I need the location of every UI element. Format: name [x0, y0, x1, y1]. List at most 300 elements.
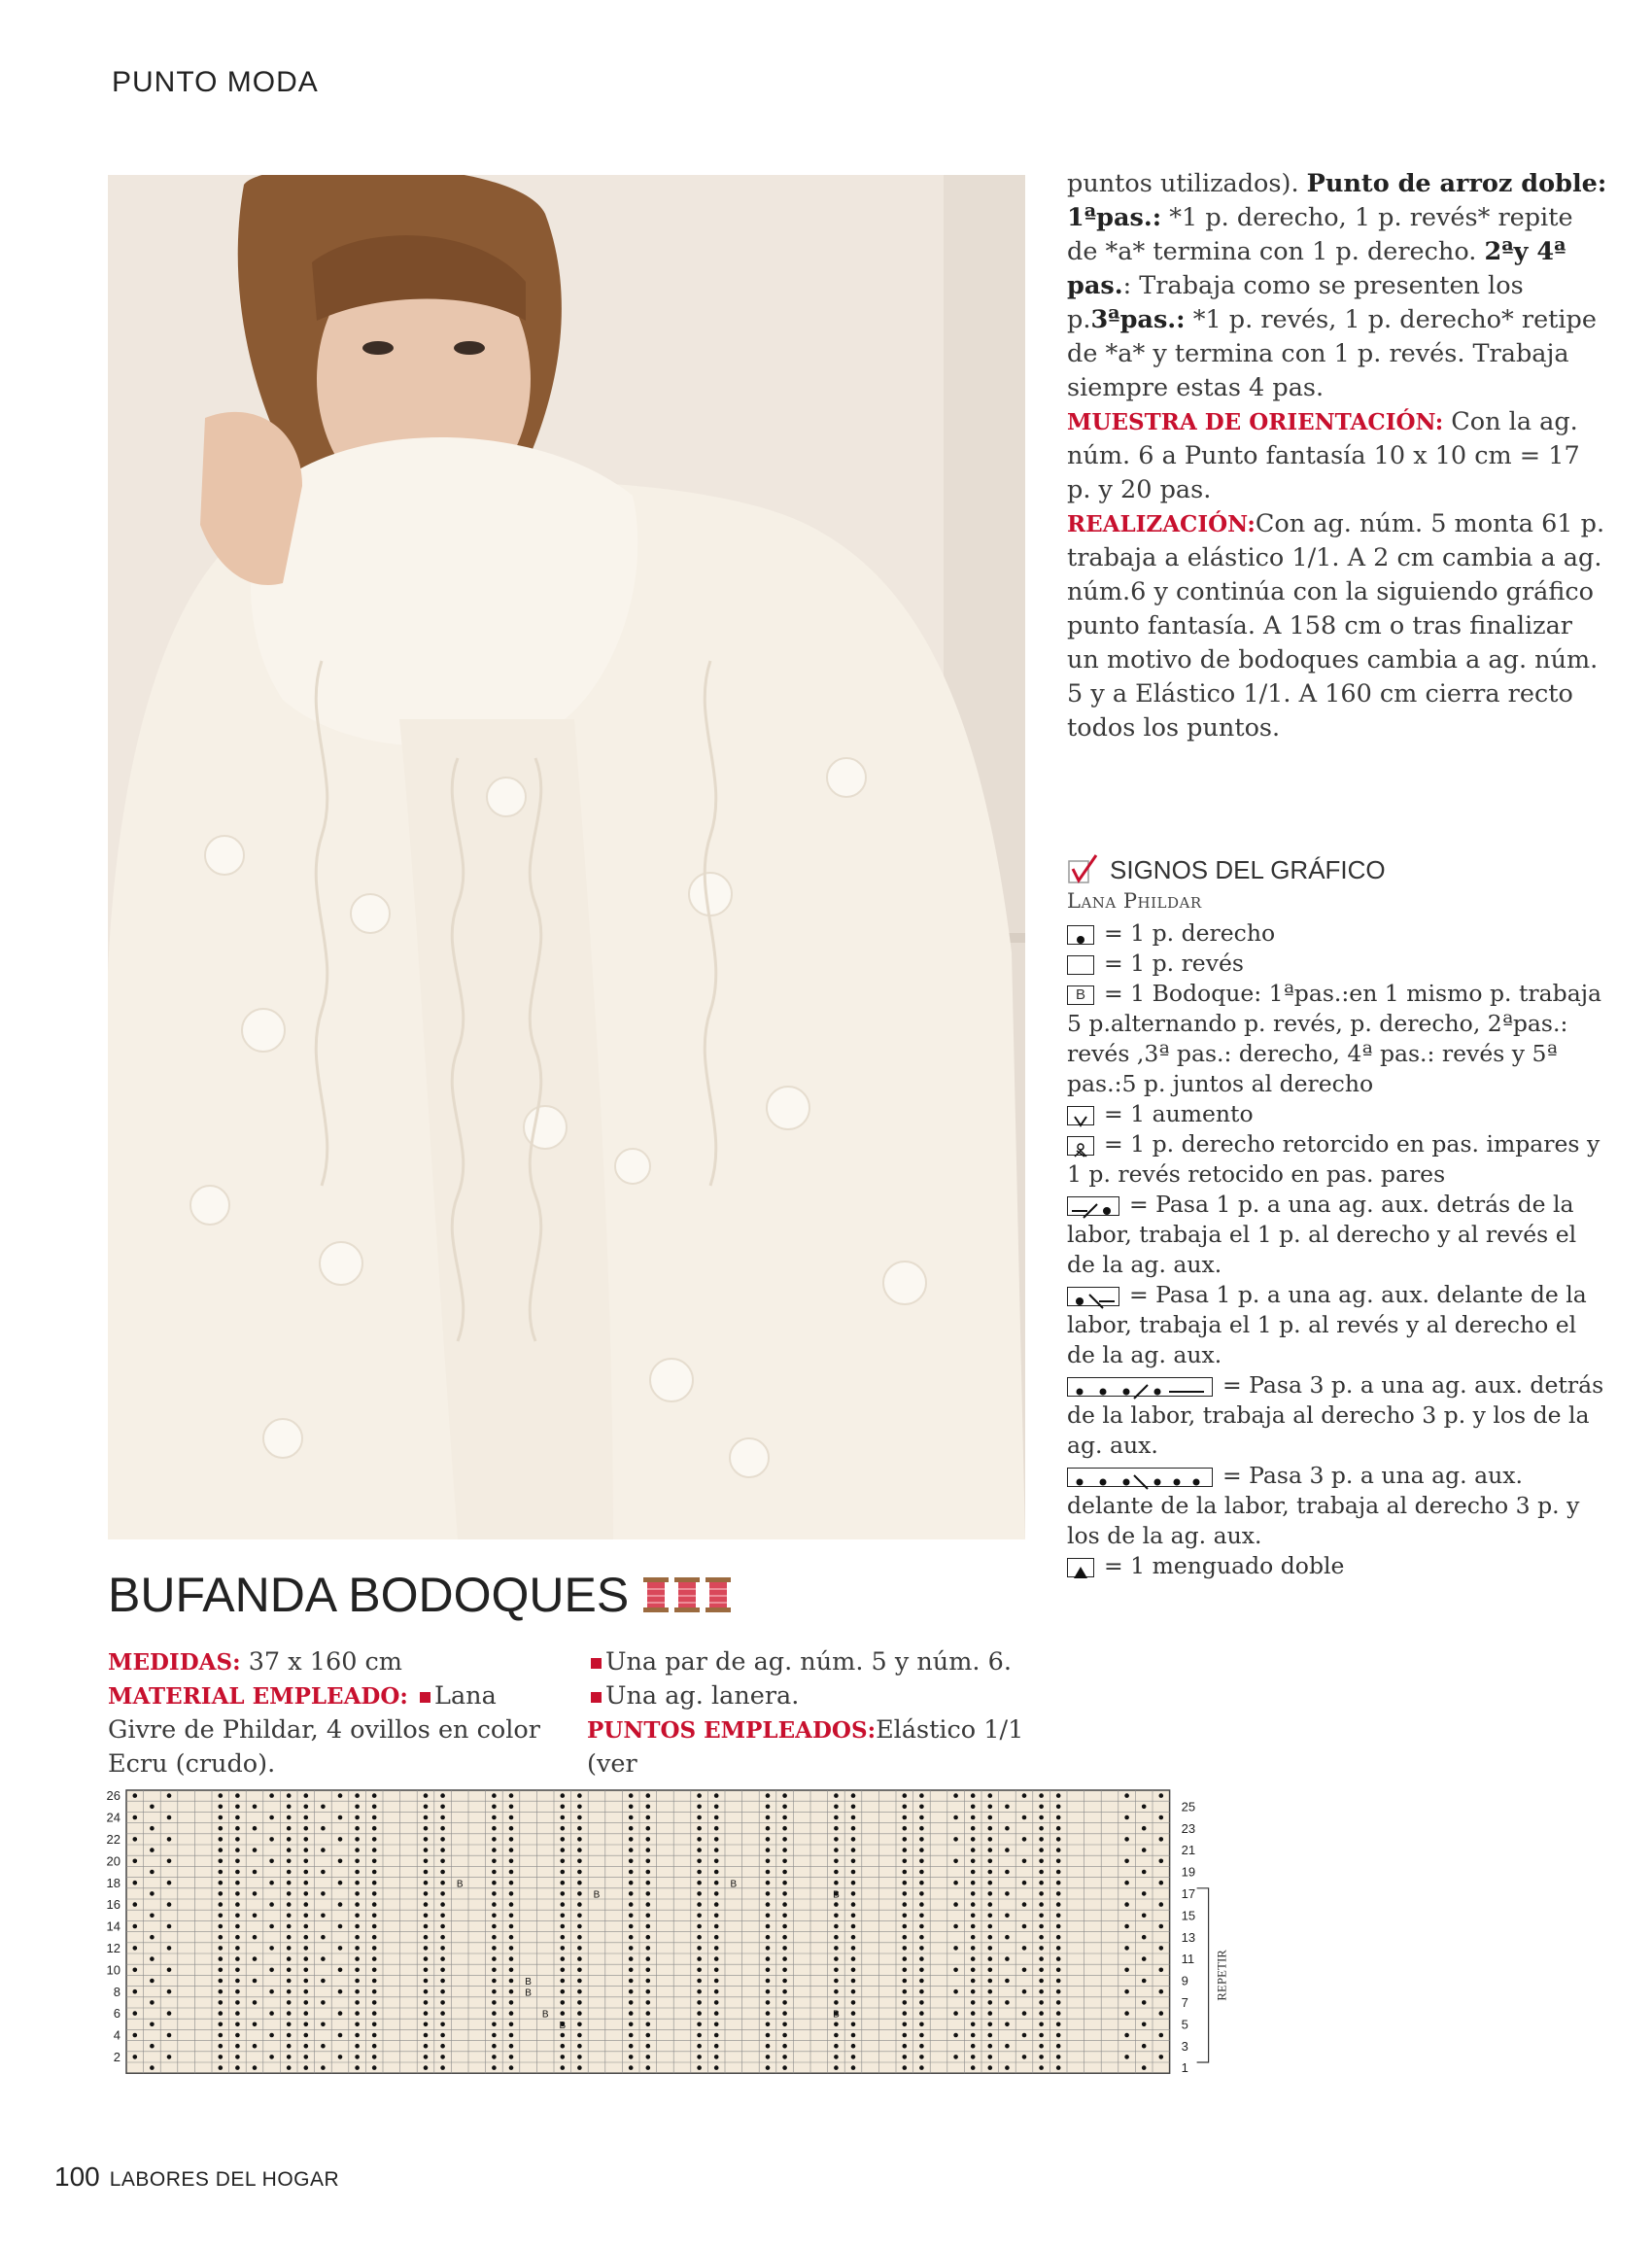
knit-stitch-mark	[355, 2065, 360, 2070]
knit-stitch-mark	[629, 1924, 634, 1929]
knit-stitch-mark	[235, 1881, 240, 1885]
row-number-right: 25	[1181, 1799, 1196, 1815]
knit-stitch-mark	[253, 1826, 258, 1831]
bobble-mark: B	[525, 1977, 532, 1988]
knit-stitch-mark	[714, 1815, 719, 1820]
knit-stitch-mark	[697, 1946, 702, 1951]
knit-stitch-mark	[287, 2033, 292, 2038]
knit-stitch-mark	[304, 1902, 309, 1907]
knit-stitch-mark	[304, 2055, 309, 2059]
row-number-left: 4	[113, 2027, 120, 2043]
knit-stitch-mark	[372, 1826, 377, 1831]
cross-front-2-icon	[1067, 1287, 1119, 1306]
knit-stitch-mark	[287, 1989, 292, 1994]
knit-stitch-mark	[646, 1793, 651, 1798]
knit-stitch-mark	[919, 1815, 924, 1820]
knit-stitch-mark	[1056, 2033, 1061, 2038]
knit-stitch-mark	[919, 1956, 924, 1961]
knit-stitch-mark	[219, 1968, 224, 1973]
knit-stitch-mark	[440, 2044, 445, 2049]
knit-stitch-mark	[834, 1826, 839, 1831]
knit-stitch-mark	[714, 1826, 719, 1831]
knit-stitch-mark	[1142, 1826, 1147, 1831]
knit-stitch-mark	[971, 2033, 976, 2038]
knit-stitch-mark	[851, 1935, 856, 1940]
knit-stitch-mark	[646, 2022, 651, 2027]
knit-stitch-mark	[782, 1837, 787, 1842]
knit-stitch-mark	[697, 2044, 702, 2049]
knit-stitch-mark	[355, 2000, 360, 2005]
knit-stitch-mark	[440, 1848, 445, 1852]
knit-stitch-mark	[697, 1859, 702, 1864]
knit-stitch-mark	[988, 2055, 993, 2059]
knit-stitch-mark	[903, 1815, 908, 1820]
knit-stitch-mark	[903, 2022, 908, 2027]
knit-stitch-mark	[714, 2033, 719, 2038]
knit-stitch-mark	[424, 1902, 429, 1907]
knit-stitch-mark	[953, 1924, 958, 1929]
knit-stitch-mark	[372, 2000, 377, 2005]
knit-stitch-mark	[903, 1968, 908, 1973]
knit-stitch-mark	[338, 1881, 343, 1885]
knit-stitch-mark	[834, 1979, 839, 1984]
knit-stitch-mark	[903, 2065, 908, 2070]
knit-stitch-mark	[988, 1902, 993, 1907]
magazine-name: LABORES DEL HOGAR	[109, 2168, 340, 2191]
knit-stitch-mark	[561, 1793, 566, 1798]
knit-stitch-mark	[971, 1826, 976, 1831]
knit-stitch-mark	[150, 1891, 155, 1896]
knit-stitch-mark	[903, 1956, 908, 1961]
knit-stitch-mark	[355, 1968, 360, 1973]
knit-stitch-mark	[269, 2055, 274, 2059]
legend-heading: SIGNOS DEL GRÁFICO	[1067, 853, 1611, 886]
knit-stitch-mark	[1005, 1956, 1010, 1961]
row-number-right: 17	[1181, 1886, 1196, 1901]
knit-stitch-mark	[338, 2011, 343, 2016]
knit-stitch-mark	[235, 1848, 240, 1852]
knit-stitch-mark	[988, 1914, 993, 1919]
knit-stitch-mark	[629, 2000, 634, 2005]
knit-stitch-mark	[304, 1848, 309, 1852]
knit-stitch-mark	[629, 1826, 634, 1831]
knit-stitch-mark	[235, 2022, 240, 2027]
knit-stitch-mark	[1124, 1946, 1129, 1951]
knit-stitch-mark	[646, 1837, 651, 1842]
knit-stitch-mark	[219, 1924, 224, 1929]
knit-stitch-mark	[782, 1979, 787, 1984]
row-number-right: 11	[1181, 1952, 1195, 1967]
knit-stitch-mark	[440, 1891, 445, 1896]
knit-stitch-mark	[287, 1935, 292, 1940]
knit-stitch-mark	[133, 1902, 138, 1907]
knit-stitch-mark	[1159, 1902, 1164, 1907]
knit-stitch-mark	[440, 1837, 445, 1842]
knit-stitch-mark	[988, 1946, 993, 1951]
knit-stitch-mark	[304, 1815, 309, 1820]
row-number-right: 9	[1181, 1973, 1188, 1988]
knit-stitch-mark	[851, 1826, 856, 1831]
knit-stitch-mark	[440, 1902, 445, 1907]
knit-stitch-mark	[851, 1979, 856, 1984]
knit-stitch-mark	[355, 1914, 360, 1919]
knit-stitch-mark	[269, 2033, 274, 2038]
knit-stitch-mark	[782, 1968, 787, 1973]
knit-stitch-mark	[988, 2065, 993, 2070]
knit-stitch-mark	[1022, 1968, 1027, 1973]
knit-stitch-mark	[287, 2065, 292, 2070]
knit-stitch-mark	[1022, 2033, 1027, 2038]
knit-stitch-mark	[782, 1891, 787, 1896]
knit-stitch-mark	[714, 1793, 719, 1798]
sample-label: MUESTRA DE ORIENTACIÓN:	[1067, 409, 1444, 435]
knit-stitch-mark	[440, 1881, 445, 1885]
knit-stitch-mark	[782, 1870, 787, 1875]
knit-stitch-mark	[424, 1859, 429, 1864]
knit-stitch-mark	[577, 1881, 582, 1885]
knit-stitch-mark	[1022, 1946, 1027, 1951]
knit-stitch-mark	[766, 1793, 771, 1798]
knit-stitch-mark	[646, 2000, 651, 2005]
knit-stitch-mark	[1005, 2065, 1010, 2070]
knit-stitch-mark	[971, 2065, 976, 2070]
knit-stitch-mark	[646, 1870, 651, 1875]
knitting-chart	[97, 1786, 1322, 2097]
knit-stitch-mark	[834, 1859, 839, 1864]
knit-stitch-mark	[372, 2065, 377, 2070]
knit-stitch-mark	[355, 2055, 360, 2059]
knit-stitch-mark	[321, 2000, 326, 2005]
knit-stitch-mark	[988, 1805, 993, 1810]
knit-stitch-mark	[646, 2044, 651, 2049]
knit-stitch-mark	[697, 1902, 702, 1907]
knit-stitch-mark	[903, 1979, 908, 1984]
knit-stitch-mark	[1056, 2065, 1061, 2070]
knit-stitch-mark	[287, 1902, 292, 1907]
knit-stitch-mark	[697, 1914, 702, 1919]
knit-stitch-mark	[629, 2055, 634, 2059]
knit-stitch-mark	[150, 1979, 155, 1984]
knit-stitch-mark	[372, 1859, 377, 1864]
knit-stitch-mark	[509, 1793, 514, 1798]
knit-stitch-mark	[492, 1989, 497, 1994]
knit-stitch-mark	[851, 1902, 856, 1907]
knit-stitch-mark	[440, 1968, 445, 1973]
knit-stitch-mark	[1142, 1935, 1147, 1940]
knit-stitch-mark	[304, 1891, 309, 1896]
knit-stitch-mark	[304, 1826, 309, 1831]
knit-stitch-mark	[1142, 2000, 1147, 2005]
difficulty-rating	[642, 1575, 732, 1614]
row-number-left: 6	[113, 2006, 120, 2022]
knit-stitch-mark	[577, 1815, 582, 1820]
knit-stitch-mark	[646, 1848, 651, 1852]
knit-stitch-mark	[782, 1815, 787, 1820]
knit-stitch-mark	[1124, 1968, 1129, 1973]
knit-stitch-mark	[1039, 1859, 1044, 1864]
knit-stitch-mark	[355, 1793, 360, 1798]
knit-stitch-mark	[133, 1837, 138, 1842]
row-number-left: 10	[106, 1962, 120, 1978]
knit-stitch-mark	[287, 1891, 292, 1896]
knit-stitch-mark	[1142, 2022, 1147, 2027]
knit-stitch-mark	[321, 1979, 326, 1984]
knit-stitch-mark	[834, 2000, 839, 2005]
knit-stitch-mark	[782, 1956, 787, 1961]
knit-stitch-mark	[903, 1924, 908, 1929]
knit-stitch-mark	[646, 1968, 651, 1973]
knit-stitch-mark	[577, 1848, 582, 1852]
knit-stitch-mark	[1005, 1848, 1010, 1852]
knit-stitch-mark	[355, 1881, 360, 1885]
knit-stitch-mark	[287, 2055, 292, 2059]
knit-stitch-mark	[372, 1935, 377, 1940]
knit-stitch-mark	[561, 2065, 566, 2070]
knit-stitch-mark	[219, 1946, 224, 1951]
knit-stitch-mark	[355, 1848, 360, 1852]
knit-stitch-mark	[235, 1935, 240, 1940]
knit-stitch-mark	[1056, 2011, 1061, 2016]
knit-stitch-mark	[919, 1826, 924, 1831]
knit-stitch-mark	[953, 1881, 958, 1885]
knit-stitch-mark	[782, 2055, 787, 2059]
knit-stitch-mark	[321, 1935, 326, 1940]
cross-front-6-icon	[1067, 1468, 1213, 1487]
knit-stitch-mark	[269, 1968, 274, 1973]
knit-stitch-mark	[235, 1914, 240, 1919]
knit-stitch-mark	[355, 1989, 360, 1994]
knit-stitch-mark	[338, 1793, 343, 1798]
knit-stitch-mark	[355, 2033, 360, 2038]
knit-stitch-mark	[988, 1891, 993, 1896]
knit-stitch-mark	[577, 1914, 582, 1919]
knit-stitch-mark	[903, 2000, 908, 2005]
knit-stitch-mark	[440, 1956, 445, 1961]
knit-stitch-mark	[219, 2022, 224, 2027]
knit-stitch-mark	[1124, 1902, 1129, 1907]
knit-stitch-mark	[235, 2011, 240, 2016]
knit-stitch-mark	[355, 1870, 360, 1875]
knit-stitch-mark	[851, 1924, 856, 1929]
knit-stitch-mark	[782, 2033, 787, 2038]
knit-stitch-mark	[235, 1956, 240, 1961]
knit-stitch-mark	[988, 1870, 993, 1875]
knit-stitch-mark	[424, 1881, 429, 1885]
bobble-mark: B	[541, 2009, 549, 2021]
knit-stitch-mark	[492, 1924, 497, 1929]
knit-stitch-mark	[1124, 2055, 1129, 2059]
knit-stitch-mark	[834, 1956, 839, 1961]
knit-stitch-mark	[509, 2033, 514, 2038]
knit-stitch-mark	[372, 1793, 377, 1798]
knit-stitch-mark	[646, 1891, 651, 1896]
pattern-title: BUFANDA BODOQUES	[108, 1567, 732, 1623]
knit-stitch-mark	[424, 2022, 429, 2027]
row-number-right: 5	[1181, 2017, 1188, 2032]
knit-stitch-mark	[988, 1935, 993, 1940]
knit-stitch-mark	[577, 1979, 582, 1984]
knit-stitch-mark	[150, 2044, 155, 2049]
knit-stitch-mark	[304, 1924, 309, 1929]
knit-stitch-mark	[971, 1914, 976, 1919]
knit-stitch-mark	[235, 1815, 240, 1820]
knit-stitch-mark	[851, 1837, 856, 1842]
knit-stitch-mark	[919, 2022, 924, 2027]
knit-stitch-mark	[851, 2055, 856, 2059]
knit-stitch-mark	[561, 2055, 566, 2059]
knit-stitch-mark	[235, 1837, 240, 1842]
knit-stitch-mark	[903, 1793, 908, 1798]
knit-stitch-mark	[834, 1837, 839, 1842]
knit-stitch-mark	[440, 1924, 445, 1929]
spool-icon	[705, 1575, 732, 1614]
knit-stitch-mark	[304, 1968, 309, 1973]
knit-stitch-mark	[509, 2011, 514, 2016]
knit-stitch-mark	[971, 2011, 976, 2016]
knit-stitch-mark	[509, 1968, 514, 1973]
knit-stitch-mark	[629, 1891, 634, 1896]
knit-stitch-mark	[766, 1870, 771, 1875]
knit-stitch-mark	[919, 1935, 924, 1940]
knit-stitch-mark	[766, 1902, 771, 1907]
knit-stitch-mark	[1039, 2065, 1044, 2070]
knit-stitch-mark	[492, 2065, 497, 2070]
knit-stitch-mark	[321, 1870, 326, 1875]
knit-stitch-mark	[766, 1968, 771, 1973]
knit-stitch-mark	[372, 1815, 377, 1820]
knit-stitch-mark	[1159, 1815, 1164, 1820]
knit-stitch-mark	[851, 1815, 856, 1820]
knit-stitch-mark	[304, 2022, 309, 2027]
knit-stitch-mark	[561, 1935, 566, 1940]
knit-stitch-mark	[1005, 1914, 1010, 1919]
realization-paragraph: REALIZACIÓN:Con ag. núm. 5 monta 61 p. trabaja a elástico 1/1. A 2 cm cambia a ag. núm.6 y continúa con la siguiendo gráfico punto fantasía. A 158 cm o tras finalizar un motivo de bodoques cambia a ag. núm. 5 y a Elástico 1/1. A 160 cm cierra recto todos los puntos.	[1067, 509, 1605, 743]
knit-stitch-mark	[766, 1989, 771, 1994]
knit-stitch-mark	[714, 1859, 719, 1864]
knit-stitch-mark	[424, 1848, 429, 1852]
knit-stitch-mark	[834, 1881, 839, 1885]
knit-stitch-mark	[287, 1979, 292, 1984]
knit-stitch-mark	[235, 2065, 240, 2070]
knit-stitch-mark	[971, 1956, 976, 1961]
repeat-bracket	[1197, 1888, 1209, 2062]
dot-square-icon	[1067, 925, 1094, 945]
knit-stitch-mark	[219, 2065, 224, 2070]
knit-stitch-mark	[782, 1848, 787, 1852]
stitch-instructions: puntos utilizados). Punto de arroz doble: 1ªpas.: *1 p. derecho, 1 p. revés* repite de *a* termina con 1 p. derecho. 2ªy 4ª pas.: Trabaja como se presenten los p.3ªpas.: *1 p. revés, 1 p. derecho* retipe de *a* y termina con 1 p. revés. Trabaja siempre estas 4 pas.	[1067, 169, 1607, 402]
knit-stitch-mark	[851, 2011, 856, 2016]
knit-stitch-mark	[219, 2000, 224, 2005]
b-square-icon: B	[1067, 985, 1094, 1005]
knit-stitch-mark	[304, 1870, 309, 1875]
knit-stitch-mark	[509, 1805, 514, 1810]
legend-item: = 1 aumento	[1067, 1099, 1611, 1129]
knit-stitch-mark	[697, 1935, 702, 1940]
knit-stitch-mark	[253, 1805, 258, 1810]
knit-stitch-mark	[269, 1946, 274, 1951]
knit-stitch-mark	[509, 2022, 514, 2027]
row-number-right: 23	[1181, 1820, 1196, 1836]
knit-stitch-mark	[988, 2022, 993, 2027]
knit-stitch-mark	[492, 2033, 497, 2038]
knit-stitch-mark	[424, 1924, 429, 1929]
page-footer	[54, 2161, 339, 2193]
knit-stitch-mark	[697, 1805, 702, 1810]
knit-stitch-mark	[782, 2000, 787, 2005]
knit-stitch-mark	[372, 1956, 377, 1961]
row-number-right: 21	[1181, 1843, 1196, 1858]
knit-stitch-mark	[253, 2065, 258, 2070]
knit-stitch-mark	[424, 1979, 429, 1984]
knit-stitch-mark	[629, 1815, 634, 1820]
knit-stitch-mark	[919, 1881, 924, 1885]
knit-stitch-mark	[971, 1805, 976, 1810]
knit-stitch-mark	[321, 1914, 326, 1919]
knit-stitch-mark	[766, 2022, 771, 2027]
knit-stitch-mark	[235, 2055, 240, 2059]
knit-stitch-mark	[577, 1935, 582, 1940]
knit-stitch-mark	[697, 1826, 702, 1831]
knit-stitch-mark	[988, 1924, 993, 1929]
knit-stitch-mark	[235, 1924, 240, 1929]
knit-stitch-mark	[167, 1837, 172, 1842]
knit-stitch-mark	[629, 1989, 634, 1994]
knit-stitch-mark	[561, 1826, 566, 1831]
knit-stitch-mark	[355, 1979, 360, 1984]
knit-stitch-mark	[561, 1924, 566, 1929]
knit-stitch-mark	[492, 2011, 497, 2016]
stitches-line: PUNTOS EMPLEADOS:Elástico 1/1 (ver	[587, 1715, 1024, 1779]
knit-stitch-mark	[304, 1935, 309, 1940]
knit-stitch-mark	[577, 2000, 582, 2005]
knit-stitch-mark	[287, 1815, 292, 1820]
knit-stitch-mark	[1159, 1946, 1164, 1951]
knit-stitch-mark	[440, 1859, 445, 1864]
knit-stitch-mark	[355, 1891, 360, 1896]
knit-stitch-mark	[1005, 1805, 1010, 1810]
knit-stitch-mark	[304, 1989, 309, 1994]
bobble-mark: B	[525, 1988, 532, 1999]
knit-stitch-mark	[355, 1815, 360, 1820]
knit-stitch-mark	[714, 1956, 719, 1961]
knit-stitch-mark	[1039, 1956, 1044, 1961]
knit-stitch-mark	[1056, 2055, 1061, 2059]
page-number: 100	[54, 2161, 100, 2192]
knit-stitch-mark	[440, 1914, 445, 1919]
knit-stitch-mark	[338, 1815, 343, 1820]
knit-stitch-mark	[766, 2065, 771, 2070]
knit-stitch-mark	[714, 1914, 719, 1919]
bullet-square-icon	[420, 1692, 430, 1703]
knit-stitch-mark	[372, 1881, 377, 1885]
knit-stitch-mark	[714, 1924, 719, 1929]
knit-stitch-mark	[782, 1902, 787, 1907]
knit-stitch-mark	[903, 2011, 908, 2016]
knit-stitch-mark	[1039, 2000, 1044, 2005]
knit-stitch-mark	[287, 1968, 292, 1973]
knit-stitch-mark	[697, 1815, 702, 1820]
knit-stitch-mark	[1039, 1968, 1044, 1973]
knit-stitch-mark	[167, 1859, 172, 1864]
knit-stitch-mark	[509, 2000, 514, 2005]
knit-stitch-mark	[714, 1935, 719, 1940]
knit-stitch-mark	[629, 2011, 634, 2016]
knit-stitch-mark	[988, 1859, 993, 1864]
knit-stitch-mark	[424, 1815, 429, 1820]
knit-stitch-mark	[988, 1837, 993, 1842]
knit-stitch-mark	[304, 2065, 309, 2070]
knit-stitch-mark	[766, 1837, 771, 1842]
